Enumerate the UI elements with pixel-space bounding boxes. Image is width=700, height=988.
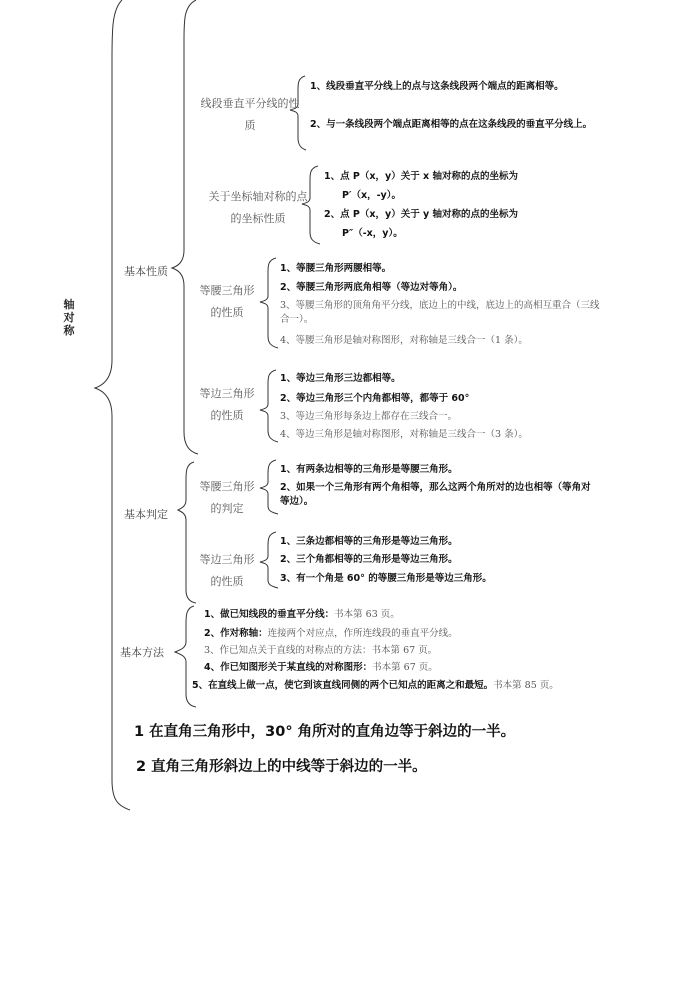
section-label-basic-methods: 基本方法	[120, 646, 164, 659]
list-item: 2、等边三角形三个内角都相等，都等于 60°	[280, 393, 470, 404]
list-item: 1、三条边都相等的三角形是等边三角形。	[280, 536, 458, 547]
list-item: 3、有一个角是 60° 的等腰三角形是等边三角形。	[280, 573, 492, 584]
list-item: 3、等腰三角形的顶角角平分线，底边上的中线，底边上的高相互重合（三线合一）。	[280, 300, 600, 325]
fact-line: 1 在直角三角形中，30° 角所对的直角边等于斜边的一半。	[134, 724, 516, 740]
list-item: 2、等腰三角形两底角相等（等边对等角）。	[280, 282, 463, 293]
list-item: P″（-x，y）。	[342, 228, 403, 239]
list-item: 1、线段垂直平分线上的点与这条线段两个端点的距离相等。	[310, 81, 564, 92]
group-label-perpendicular-bisector: 线段垂直平分线的性质	[200, 97, 300, 132]
list-item: 2、点 P（x，y）关于 y 轴对称的点的坐标为	[324, 209, 519, 220]
method-item: 5、在直线上做一点，使它到该直线同侧的两个已知点的距离之和最短。书本第 85 页。	[192, 680, 559, 691]
list-item: 1、等腰三角形两腰相等。	[280, 263, 392, 274]
group-label-isosceles-criteria: 等腰三角形的判定	[199, 480, 255, 515]
list-item: 2、如果一个三角形有两个角相等，那么这两个角所对的边也相等（等角对等边）。	[280, 482, 591, 507]
group-label-equilateral-properties: 等边三角形的性质	[199, 387, 255, 422]
section-label-basic-properties: 基本性质	[124, 265, 168, 278]
method-item: 2、作对称轴：连接两个对应点，作所连线段的垂直平分线。	[204, 628, 458, 639]
section-label-basic-criteria: 基本判定	[124, 508, 168, 521]
list-item: 4、等边三角形是轴对称图形，对称轴是三线合一（3 条）。	[280, 429, 528, 440]
group-label-equilateral-criteria: 等边三角形的性质	[199, 553, 255, 588]
list-item: 1、点 P（x，y）关于 x 轴对称的点的坐标为	[324, 171, 518, 182]
list-item: 2、与一条线段两个端点距离相等的点在这条线段的垂直平分线上。	[310, 119, 593, 130]
fact-line: 2 直角三角形斜边上的中线等于斜边的一半。	[136, 759, 427, 775]
list-item: 4、等腰三角形是轴对称图形，对称轴是三线合一（1 条）。	[280, 335, 528, 346]
root-label: 轴对称	[63, 298, 75, 337]
list-item: 2、三个角都相等的三角形是等边三角形。	[280, 554, 458, 565]
method-item: 1、做已知线段的垂直平分线：书本第 63 页。	[204, 609, 400, 620]
list-item: P′（x，-y）。	[342, 190, 401, 201]
list-item: 1、等边三角形三边都相等。	[280, 373, 401, 384]
group-label-axis-symmetry-coords: 关于坐标轴对称的点的坐标性质	[208, 190, 308, 225]
list-item: 1、有两条边相等的三角形是等腰三角形。	[280, 464, 458, 475]
method-item: 3、作已知点关于直线的对称点的方法：书本第 67 页。	[204, 645, 438, 656]
method-item: 4、作已知图形关于某直线的对称图形：书本第 67 页。	[204, 662, 438, 673]
group-label-isosceles-properties: 等腰三角形的性质	[199, 284, 255, 319]
list-item: 3、等边三角形每条边上都存在三线合一。	[280, 411, 458, 422]
